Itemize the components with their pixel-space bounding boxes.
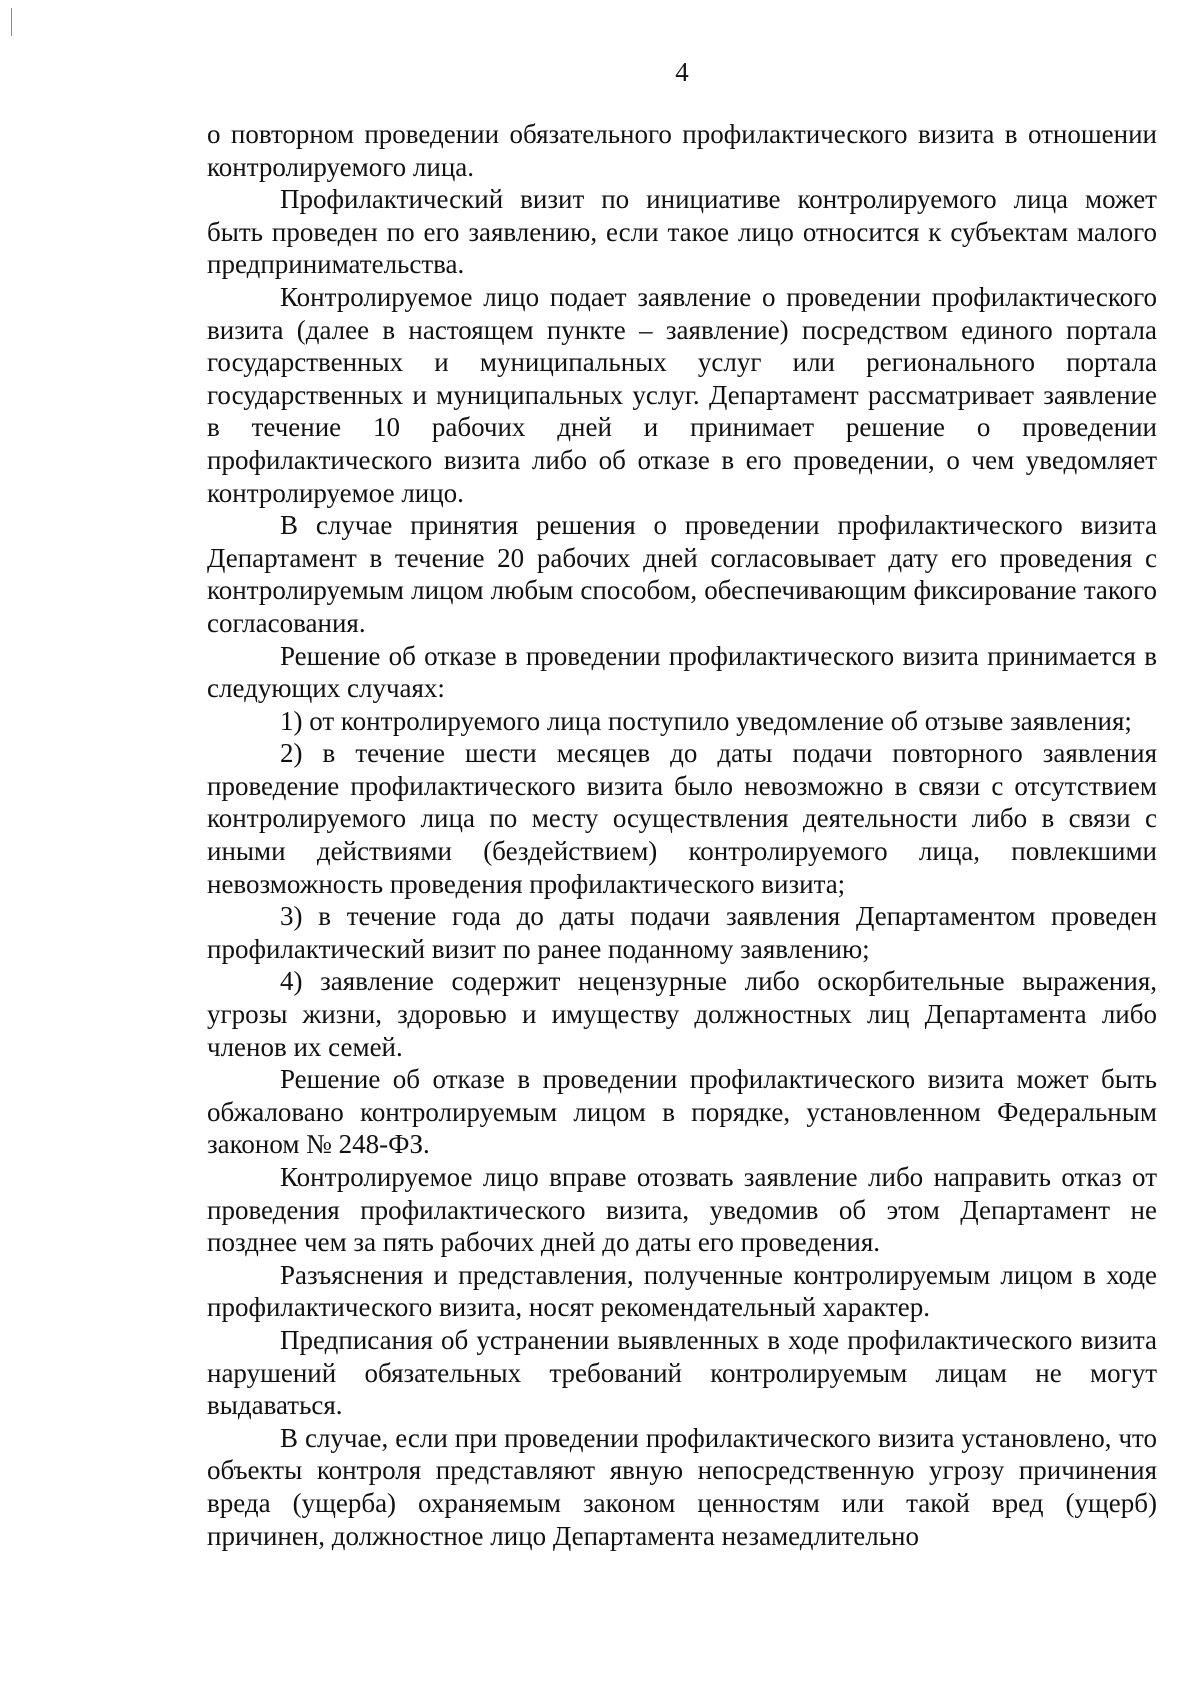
paragraph-prescriptions: Предписания об устранении выявленных в ходе профилактического визита нарушений обязательных требований контролируемым лицам не могут выдаваться. [207,1324,1157,1421]
paragraph-withdrawal: Контролируемое лицо вправе отозвать заявление либо направить отказ от проведения профилактического визита, уведомив об этом Департамент не позднее чем за пять рабочих дней до даты его проведения. [207,1162,1157,1258]
paragraph-initiative-visit: Профилактический визит по инициативе контролируемого лица может быть проведен по его заявлению, если такое лицо относится к субъектам малого предпринимательства. [207,184,1157,280]
page-number: 4 [675,57,689,87]
paragraph-continuation: о повторном проведении обязательного профилактического визита в отношении контролируемого лица. [207,119,1157,182]
list-item-4: 4) заявление содержит нецензурные либо оскорбительные выражения, угрозы жизни, здоровью и имуществу должностных лиц Департамента либо членов их семей. [207,966,1157,1062]
paragraph-threat-case: В случае, если при проведении профилактического визита установлено, что объекты контроля представляют явную непосредственную угрозу причинения вреда (ущерба) охраняемым законом ценностям или такой вред (ущерб) причинен, должностное лицо Департамента незамедлительно [207,1422,1157,1551]
paragraph-refusal-cases: Решение об отказе в проведении профилактического визита принимается в следующих случаях: [207,640,1157,704]
paragraph-explanations: Разъяснения и представления, полученные контролируемым лицом в ходе профилактического визита, носят рекомендательный характер. [207,1259,1157,1323]
list-item-1: 1) от контролируемого лица поступило уведомление об отзыве заявления; [280,705,1132,736]
paragraph-appeal: Решение об отказе в проведении профилактического визита может быть обжаловано контролируемым лицом в порядке, установленном Федеральным законом № 248-ФЗ. [207,1064,1157,1160]
paragraph-application-submission: Контролируемое лицо подает заявление о проведении профилактического визита (далее в настоящем пункте – заявление) посредством единого портала государственных и муниципальных услуг или регионального портала государственных и муниципальных услуг. Департамент рассматривает заявление в течение 10 рабочих дней и принимает решение о проведении профилактического визита либо об отказе в его проведении, о чем уведомляет контролируемое лицо. [207,281,1157,508]
document-body [207,118,1157,1552]
scan-edge-mark [11,8,12,36]
list-item-2: 2) в течение шести месяцев до даты подачи повторного заявления проведение профилактического визита было невозможно в связи с отсутствием контролируемого лица по месту осуществления деятельности либо в связи с иными действиями (бездействием) контролируемого лица, повлекшими невозможность проведения профилактического визита; [207,738,1157,899]
list-item-3: 3) в течение года до даты подачи заявления Департаментом проведен профилактический визит по ранее поданному заявлению; [207,901,1157,964]
paragraph-date-agreement: В случае принятия решения о проведении профилактического визита Департамент в течение 20 рабочих дней согласовывает дату его проведения с контролируемым лицом любым способом, обеспечивающим фиксирование такого согласования. [207,510,1157,638]
